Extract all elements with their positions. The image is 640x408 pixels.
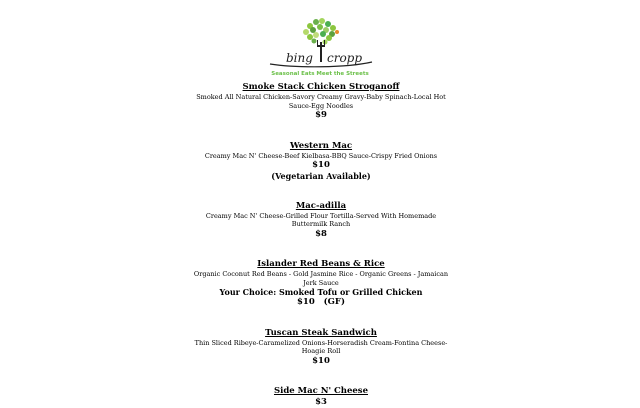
menu-list: [190, 82, 452, 408]
menu-item-price: $3: [315, 397, 327, 407]
brand-logo: [266, 16, 376, 76]
menu-item: [190, 82, 452, 121]
menu-item-description: Creamy Mac N' Cheese-Grilled Flour Tortilla-Served With Homemade Buttermilk Ranch: [205, 211, 437, 228]
menu-item: [190, 259, 452, 308]
menu-item-name: Side Mac N' Cheese: [273, 386, 368, 396]
menu-item-name: Mac-adilla: [295, 200, 347, 211]
menu-item: [190, 201, 452, 240]
tree-fork-logo-icon: [266, 16, 376, 76]
menu-item-description: Creamy Mac N' Cheese-Beef Kielbasa-BBQ Sauce-Crispy Fried Onions: [204, 151, 438, 160]
menu-item-price: $10: [312, 160, 330, 170]
menu-item: [190, 328, 452, 367]
brand-name-left: bing: [286, 51, 313, 65]
menu-item-name: Western Mac: [289, 140, 353, 151]
menu-item-name: Tuscan Steak Sandwich: [265, 327, 377, 338]
menu-item-name: Islander Red Beans & Rice: [257, 259, 385, 269]
brand-name-right: cropp: [327, 51, 363, 65]
menu-item: [190, 141, 452, 181]
menu-item-price: $9: [315, 110, 327, 120]
brand-tagline: Seasonal Eats Meet the Streets: [271, 71, 369, 77]
menu-item-price: $10: [312, 355, 330, 366]
menu-item-description: Smoked All Natural Chicken-Savory Creamy Gravy-Baby Spinach-Local Hot Sauce-Egg Noodles: [196, 93, 446, 110]
menu-item-description: Thin Sliced Ribeye-Caramelized Onions-Horseradish Cream-Fontina Cheese-Hoagie Roll: [194, 338, 448, 355]
menu-item-price: $8: [315, 228, 327, 239]
menu-item-name: Smoke Stack Chicken Stroganoff: [242, 82, 400, 92]
menu-item-choice: Your Choice: Smoked Tofu or Grilled Chicken: [219, 287, 423, 297]
menu-item: [190, 386, 452, 408]
menu-item-price: $10 (GF): [297, 297, 345, 307]
menu-item-description: Organic Coconut Red Beans - Gold Jasmine Rice - Organic Greens - Jamaican Jerk Sauce: [193, 270, 449, 287]
menu-item-note: (Vegetarian Available): [271, 170, 371, 181]
